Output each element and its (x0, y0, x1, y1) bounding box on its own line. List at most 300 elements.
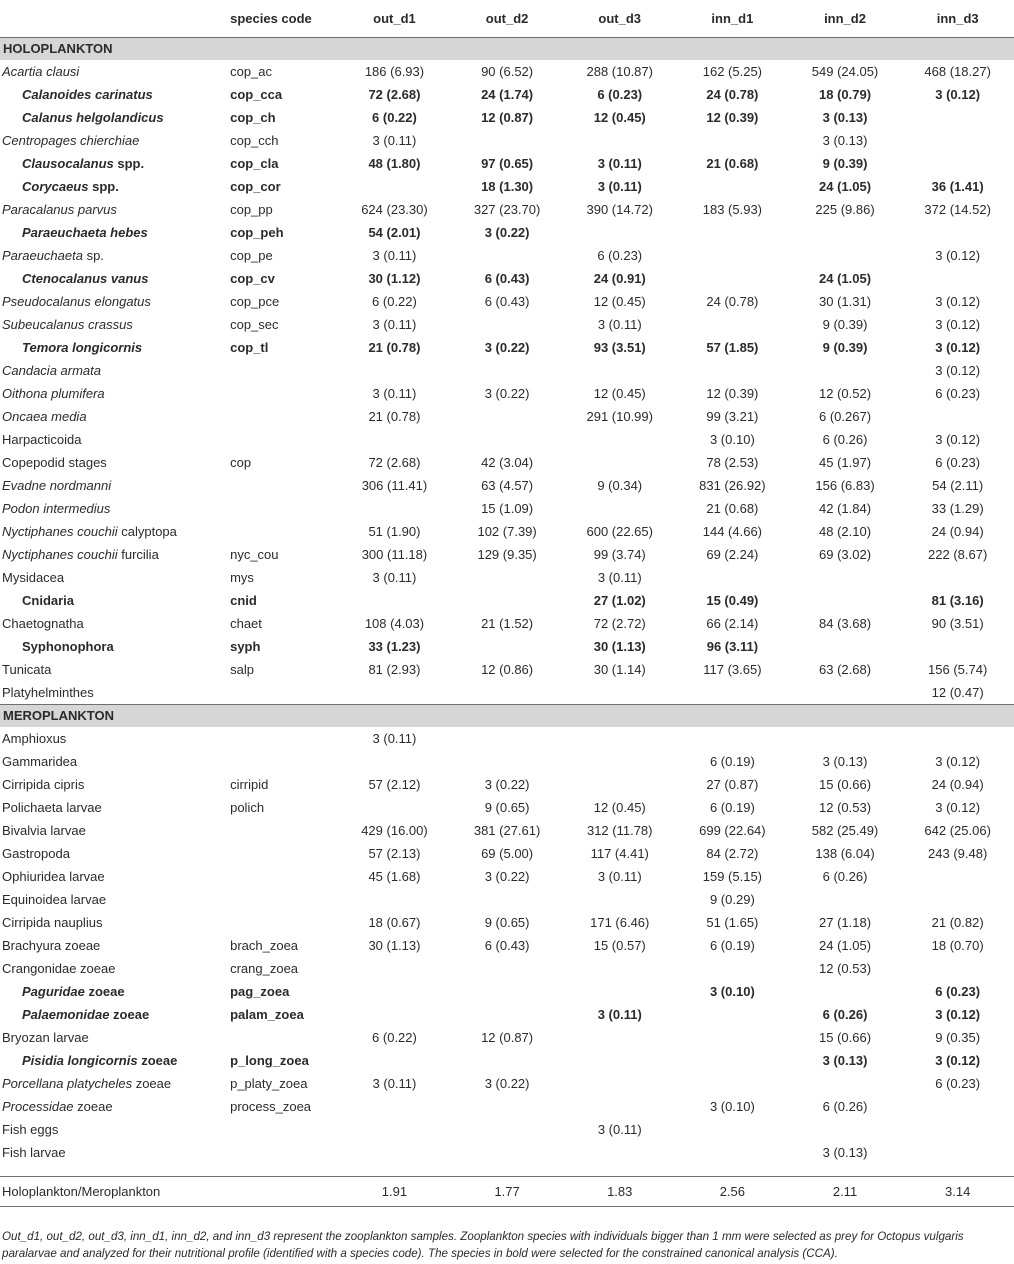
abundance-value: 9 (0.34) (597, 478, 643, 493)
abundance-value (338, 1049, 451, 1072)
species-code (228, 865, 338, 888)
taxon-name (0, 198, 228, 221)
taxon-italic-part: Nyctiphanes couchii (2, 547, 118, 562)
abundance-value (451, 1049, 564, 1072)
taxon-name (0, 1003, 228, 1026)
taxon-plain-part: Brachyura zoeae (2, 938, 101, 953)
species-code: pag_zoea (230, 984, 290, 999)
species-code: cop_pce (230, 294, 280, 309)
taxon-name (0, 612, 228, 635)
header-out-d3: out_d3 (563, 0, 676, 38)
abundance-value (901, 888, 1014, 911)
table-row (0, 83, 1014, 106)
abundance-value: 3 (0.11) (372, 731, 417, 746)
abundance-value (676, 681, 789, 705)
species-code: cop (230, 455, 252, 470)
table-body (0, 38, 1014, 1165)
header-inn-d1: inn_d1 (676, 0, 789, 38)
taxon-name (0, 589, 228, 612)
abundance-value: 9 (0.35) (935, 1030, 981, 1045)
taxon-name (0, 911, 228, 934)
abundance-value: 3 (0.12) (935, 248, 981, 263)
abundance-value (901, 267, 1014, 290)
taxon-italic-part: Palaemonidae (22, 1007, 110, 1022)
abundance-value: 3 (0.11) (372, 133, 417, 148)
taxon-plain-part: Harpacticoida (2, 432, 82, 447)
abundance-value (901, 727, 1014, 750)
abundance-value: 144 (4.66) (702, 524, 763, 539)
abundance-value: 18 (0.67) (368, 915, 421, 930)
taxon-name (0, 1141, 228, 1164)
abundance-value: 12 (0.45) (593, 110, 646, 125)
abundance-value: 21 (0.78) (368, 340, 421, 355)
taxon-name (0, 451, 228, 474)
table-row (0, 1141, 1014, 1164)
taxon-plain-part: zoeae (73, 1099, 113, 1114)
abundance-value: 15 (0.66) (819, 777, 872, 792)
header-out-d2: out_d2 (451, 0, 564, 38)
species-code (228, 359, 338, 382)
abundance-value: 30 (1.13) (593, 639, 646, 654)
abundance-value (676, 727, 789, 750)
abundance-value: 327 (23.70) (473, 202, 541, 217)
taxon-plain-part: Fish larvae (2, 1145, 66, 1160)
abundance-value (338, 1141, 451, 1164)
abundance-value: 3 (0.12) (935, 754, 981, 769)
abundance-value (789, 589, 902, 612)
table-row (0, 405, 1014, 428)
abundance-value: 72 (2.68) (368, 87, 421, 102)
abundance-value (676, 175, 789, 198)
taxon-italic-part: Clausocalanus (22, 156, 114, 171)
abundance-value (676, 244, 789, 267)
table-row (0, 635, 1014, 658)
abundance-value (338, 1003, 451, 1026)
abundance-value: 3 (0.11) (372, 1076, 417, 1091)
taxon-plain-part: Cnidaria (22, 593, 75, 608)
abundance-value: 3 (0.12) (935, 1053, 981, 1068)
species-code (228, 1118, 338, 1141)
taxon-italic-part: Pisidia longicornis (22, 1053, 138, 1068)
abundance-value: 69 (2.24) (706, 547, 759, 562)
table-footnote: Out_d1, out_d2, out_d3, inn_d1, inn_d2, and inn_d3 represent the zooplankton samples. Zooplankton species with individuals bigger than 1 mm were selected as prey for Octopus vulgaris paralarvae and analyzed for their nutritional profile (identified with a species code). The species in bold were selected for the constrained canonical analysis (CCA). (2, 1230, 964, 1260)
taxon-name (0, 773, 228, 796)
abundance-value: 171 (6.46) (590, 915, 650, 930)
species-code: palam_zoea (230, 1007, 304, 1022)
species-code: cop_cch (230, 133, 279, 148)
abundance-value: 6 (0.26) (822, 869, 868, 884)
abundance-value (338, 175, 451, 198)
table-row (0, 336, 1014, 359)
abundance-value (901, 405, 1014, 428)
taxon-italic-part: Podon intermedius (2, 501, 111, 516)
species-code: cop_sec (230, 317, 279, 332)
abundance-value: 183 (5.93) (702, 202, 763, 217)
table-row (0, 382, 1014, 405)
taxon-name (0, 658, 228, 681)
species-code: cop_pp (230, 202, 273, 217)
table-row (0, 957, 1014, 980)
taxon-name (0, 428, 228, 451)
abundance-value: 45 (1.68) (368, 869, 421, 884)
taxon-plain-part: Cirripida nauplius (2, 915, 103, 930)
abundance-value: 18 (0.79) (819, 87, 872, 102)
abundance-value: 12 (0.47) (931, 685, 984, 700)
abundance-value: 15 (0.66) (819, 1030, 872, 1045)
abundance-value (901, 957, 1014, 980)
table-row (0, 1003, 1014, 1026)
taxon-name (0, 313, 228, 336)
table-row (0, 106, 1014, 129)
abundance-value: 6 (0.267) (819, 409, 872, 424)
ratio-value: 1.91 (338, 1177, 451, 1207)
section-title: HOLOPLANKTON (0, 38, 1014, 61)
abundance-value: 12 (0.53) (819, 961, 872, 976)
taxon-plain-part: Cirripida cipris (2, 777, 85, 792)
abundance-value: 156 (5.74) (928, 662, 988, 677)
abundance-value: 24 (0.94) (931, 524, 984, 539)
abundance-value: 96 (3.11) (706, 639, 759, 654)
abundance-value (563, 129, 676, 152)
abundance-value (789, 681, 902, 705)
abundance-value: 699 (22.64) (699, 823, 766, 838)
abundance-value: 288 (10.87) (586, 64, 653, 79)
abundance-value (451, 727, 564, 750)
table-row (0, 658, 1014, 681)
abundance-value: 81 (2.93) (368, 662, 421, 677)
abundance-value (789, 1072, 902, 1095)
abundance-value (789, 244, 902, 267)
abundance-value (901, 1118, 1014, 1141)
abundance-value: 3 (0.12) (935, 1007, 981, 1022)
abundance-value (789, 566, 902, 589)
table-row (0, 888, 1014, 911)
abundance-value (789, 635, 902, 658)
species-code (228, 497, 338, 520)
table-row (0, 773, 1014, 796)
abundance-value (563, 773, 676, 796)
taxon-italic-part: Ctenocalanus vanus (22, 271, 149, 286)
species-code (228, 474, 338, 497)
abundance-value: 99 (3.21) (706, 409, 759, 424)
species-code: cop_peh (230, 225, 284, 240)
abundance-value: 3 (0.22) (484, 386, 530, 401)
taxon-plain-part: Copepodid stages (2, 455, 107, 470)
taxon-plain-part: zoeae (137, 1053, 178, 1068)
abundance-value (676, 221, 789, 244)
taxon-name (0, 405, 228, 428)
abundance-value: 3 (0.10) (709, 432, 755, 447)
abundance-value: 54 (2.11) (932, 478, 984, 493)
taxon-italic-part: Centropages chierchiae (2, 133, 140, 148)
abundance-value: 6 (0.23) (935, 984, 981, 999)
abundance-value: 3 (0.10) (709, 1099, 755, 1114)
taxon-name (0, 1072, 228, 1095)
taxon-name (0, 1026, 228, 1049)
abundance-value (563, 888, 676, 911)
abundance-value: 57 (1.85) (706, 340, 759, 355)
taxon-name (0, 60, 228, 83)
abundance-value: 18 (1.30) (481, 179, 534, 194)
abundance-value (563, 428, 676, 451)
abundance-value: 138 (6.04) (815, 846, 875, 861)
abundance-value: 3 (0.22) (484, 340, 530, 355)
abundance-value (901, 1141, 1014, 1164)
taxon-name (0, 336, 228, 359)
abundance-value: 3 (0.11) (372, 386, 417, 401)
abundance-value (789, 888, 902, 911)
species-code: cop_ch (230, 110, 276, 125)
abundance-value: 390 (14.72) (586, 202, 653, 217)
abundance-value: 63 (2.68) (819, 662, 872, 677)
abundance-value: 12 (0.45) (593, 386, 646, 401)
taxon-name (0, 957, 228, 980)
abundance-value: 108 (4.03) (364, 616, 425, 631)
abundance-value (563, 497, 676, 520)
table-row (0, 221, 1014, 244)
abundance-value: 3 (0.12) (935, 87, 981, 102)
abundance-value: 30 (1.14) (593, 662, 646, 677)
abundance-value (901, 106, 1014, 129)
table-row (0, 175, 1014, 198)
taxon-plain-part: Chaetognatha (2, 616, 84, 631)
abundance-value: 6 (0.23) (597, 87, 643, 102)
taxon-italic-part: Oithona plumifera (2, 386, 105, 401)
abundance-value (338, 359, 451, 382)
taxon-plain-part: spp. (113, 156, 145, 171)
abundance-value: 3 (0.11) (597, 179, 642, 194)
species-code: p_platy_zoea (230, 1076, 308, 1091)
abundance-value: 3 (0.22) (484, 869, 530, 884)
taxon-name (0, 819, 228, 842)
table-row (0, 681, 1014, 705)
header-inn-d3: inn_d3 (901, 0, 1014, 38)
table-row (0, 520, 1014, 543)
taxon-italic-part: Subeucalanus crassus (2, 317, 133, 332)
abundance-value: 3 (0.11) (372, 248, 417, 263)
taxon-italic-part: Calanoides carinatus (22, 87, 153, 102)
abundance-value: 78 (2.53) (706, 455, 759, 470)
abundance-value (789, 727, 902, 750)
ratio-value: 1.83 (563, 1177, 676, 1207)
taxon-name (0, 290, 228, 313)
abundance-value: 186 (6.93) (364, 64, 425, 79)
species-code: syph (230, 639, 261, 654)
abundance-value (901, 865, 1014, 888)
ratio-code-cell (228, 1177, 338, 1207)
taxon-italic-part: Evadne nordmanni (2, 478, 112, 493)
abundance-value (451, 428, 564, 451)
taxon-plain-part: spp. (88, 179, 119, 194)
abundance-value (563, 681, 676, 705)
taxon-name (0, 244, 228, 267)
abundance-value: 30 (1.13) (368, 938, 421, 953)
table-row (0, 612, 1014, 635)
table-row (0, 566, 1014, 589)
abundance-value: 117 (3.65) (703, 662, 762, 677)
abundance-value (451, 980, 564, 1003)
abundance-value: 48 (1.80) (368, 156, 421, 171)
abundance-value: 6 (0.23) (597, 248, 643, 263)
taxon-name (0, 175, 228, 198)
taxon-name (0, 750, 228, 773)
abundance-value (563, 1049, 676, 1072)
abundance-value: 36 (1.41) (931, 179, 984, 194)
abundance-value: 642 (25.06) (924, 823, 991, 838)
taxon-name (0, 681, 228, 705)
abundance-value: 117 (4.41) (590, 846, 649, 861)
abundance-value: 72 (2.72) (593, 616, 646, 631)
taxon-plain-part: zoeae (84, 984, 125, 999)
taxon-name (0, 474, 228, 497)
abundance-value (789, 221, 902, 244)
abundance-value (676, 359, 789, 382)
abundance-value: 90 (3.51) (931, 616, 984, 631)
ratio-value: 2.56 (676, 1177, 789, 1207)
abundance-value (338, 796, 451, 819)
taxon-italic-part: Corycaeus (22, 179, 89, 194)
table-row (0, 934, 1014, 957)
abundance-value: 6 (0.19) (709, 938, 755, 953)
abundance-value (676, 566, 789, 589)
abundance-value: 159 (5.15) (702, 869, 763, 884)
spacer-cell (0, 1164, 1014, 1177)
species-code (228, 681, 338, 705)
abundance-value: 156 (6.83) (815, 478, 875, 493)
abundance-value: 24 (0.91) (593, 271, 646, 286)
species-code (228, 750, 338, 773)
ratio-row (0, 1177, 1014, 1207)
taxon-plain-part: zoeae (132, 1076, 172, 1091)
species-code (228, 1141, 338, 1164)
abundance-value (451, 1118, 564, 1141)
abundance-value: 6 (0.22) (372, 1030, 417, 1045)
taxon-plain-part: Fish eggs (2, 1122, 59, 1137)
abundance-value: 831 (26.92) (699, 478, 766, 493)
taxon-italic-part: Calanus helgolandicus (22, 110, 164, 125)
abundance-value: 9 (0.29) (709, 892, 755, 907)
abundance-value (676, 1049, 789, 1072)
abundance-value: 93 (3.51) (593, 340, 646, 355)
abundance-value: 81 (3.16) (931, 593, 984, 608)
species-code: mys (230, 570, 254, 585)
table-row (0, 750, 1014, 773)
species-code: chaet (230, 616, 262, 631)
table-header (0, 0, 1014, 38)
taxon-italic-part: Paraeuchaeta (2, 248, 83, 263)
species-code: cnid (230, 593, 257, 608)
ratio-value: 1.77 (451, 1177, 564, 1207)
abundance-value: 12 (0.39) (706, 386, 759, 401)
abundance-value (338, 681, 451, 705)
abundance-value: 69 (5.00) (481, 846, 534, 861)
abundance-value: 54 (2.01) (368, 225, 421, 240)
abundance-value: 6 (0.22) (372, 294, 417, 309)
abundance-value (451, 589, 564, 612)
species-code: brach_zoea (230, 938, 299, 953)
abundance-value (563, 1072, 676, 1095)
table-summary (0, 1164, 1014, 1207)
taxon-plain-part: Mysidacea (2, 570, 65, 585)
abundance-value (338, 1095, 451, 1118)
abundance-value: 549 (24.05) (811, 64, 879, 79)
taxon-italic-part: Pseudocalanus elongatus (2, 294, 151, 309)
species-code (228, 727, 338, 750)
header-inn-d2: inn_d2 (789, 0, 902, 38)
taxon-name (0, 888, 228, 911)
table-row (0, 428, 1014, 451)
abundance-value: 27 (1.02) (593, 593, 646, 608)
taxon-name (0, 359, 228, 382)
abundance-value: 30 (1.31) (819, 294, 872, 309)
taxon-plain-part: Bryozan larvae (2, 1030, 89, 1045)
abundance-value (451, 888, 564, 911)
species-code (228, 888, 338, 911)
spacer-row (0, 1164, 1014, 1177)
abundance-value: 102 (7.39) (477, 524, 537, 539)
table-row (0, 244, 1014, 267)
abundance-value: 582 (25.49) (811, 823, 879, 838)
abundance-value (676, 1026, 789, 1049)
abundance-value (563, 750, 676, 773)
abundance-value: 27 (0.87) (706, 777, 759, 792)
table-row (0, 129, 1014, 152)
abundance-value: 300 (11.18) (361, 547, 428, 562)
abundance-value: 3 (0.11) (597, 570, 642, 585)
abundance-value: 3 (0.12) (935, 317, 981, 332)
table-row (0, 865, 1014, 888)
species-code (228, 842, 338, 865)
abundance-value: 84 (3.68) (819, 616, 872, 631)
table-row (0, 359, 1014, 382)
species-code (228, 911, 338, 934)
taxon-italic-part: Acartia clausi (2, 64, 80, 79)
abundance-value: 3 (0.12) (935, 294, 981, 309)
abundance-value: 3 (0.22) (484, 777, 530, 792)
taxon-plain-part: Platyhelminthes (2, 685, 94, 700)
abundance-value (789, 1118, 902, 1141)
taxon-plain-part: Gammaridea (2, 754, 78, 769)
abundance-value: 6 (0.26) (822, 1007, 868, 1022)
header-species-code: species code (228, 0, 338, 38)
abundance-value: 15 (1.09) (481, 501, 534, 516)
taxon-plain-part: Polichaeta larvae (2, 800, 102, 815)
abundance-value (676, 1072, 789, 1095)
species-code (228, 428, 338, 451)
abundance-value: 33 (1.29) (931, 501, 984, 516)
species-code: cop_cv (230, 271, 275, 286)
abundance-value: 18 (0.70) (931, 938, 984, 953)
taxon-name (0, 543, 228, 566)
abundance-value: 3 (0.11) (597, 869, 642, 884)
table-row (0, 451, 1014, 474)
abundance-value: 51 (1.90) (368, 524, 421, 539)
abundance-value: 3 (0.13) (822, 754, 868, 769)
abundance-value: 3 (0.11) (372, 317, 417, 332)
abundance-value: 97 (0.65) (481, 156, 534, 171)
abundance-value: 129 (9.35) (477, 547, 537, 562)
abundance-value (451, 1095, 564, 1118)
taxon-plain-part: calyptopa (117, 524, 177, 539)
taxon-plain-part: furcilia (117, 547, 159, 562)
taxon-name (0, 83, 228, 106)
abundance-value: 24 (0.78) (706, 87, 759, 102)
abundance-value (451, 957, 564, 980)
abundance-value: 21 (0.68) (706, 501, 759, 516)
abundance-value: 6 (0.43) (484, 938, 530, 953)
table-row (0, 267, 1014, 290)
table-row (0, 1118, 1014, 1141)
